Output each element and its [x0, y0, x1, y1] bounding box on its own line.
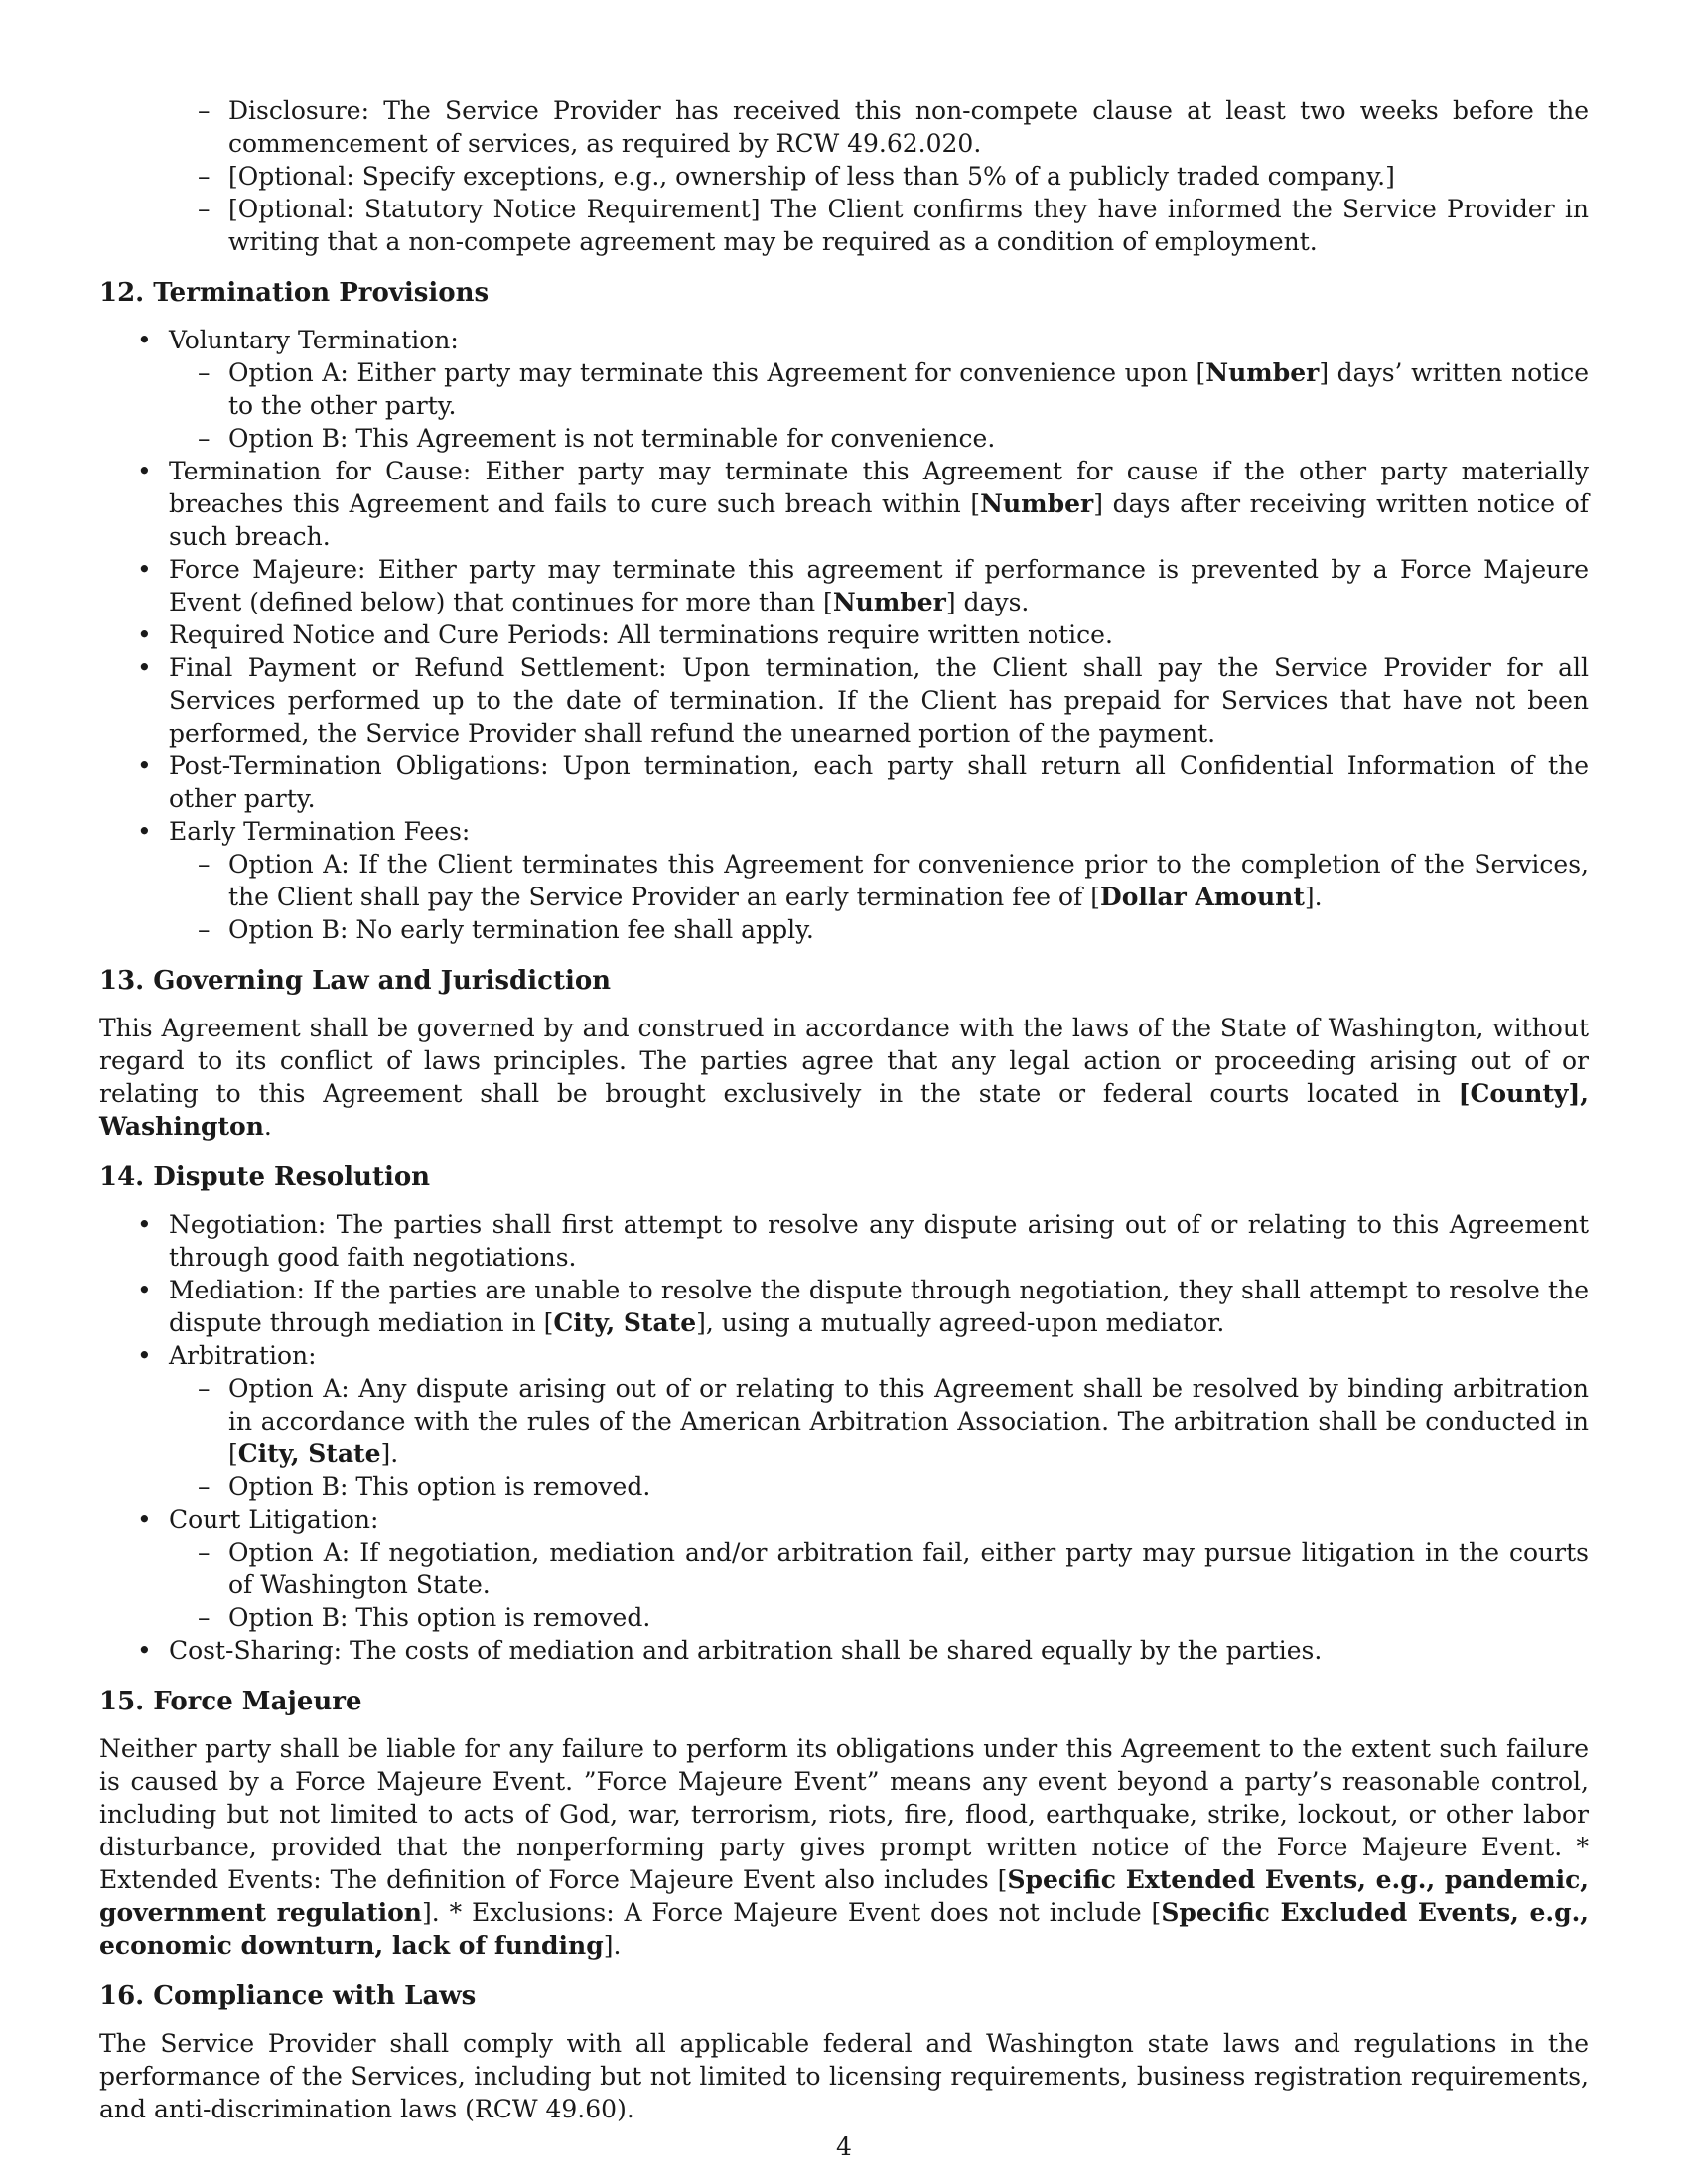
list-item: – Option A: If negotiation, mediation and/or arbitration fail, either party may pursue litigation in the courts of Washington State. — [169, 1536, 1589, 1601]
item-text: Arbitration: — [169, 1341, 317, 1370]
list-item: – [Optional: Specify exceptions, e.g., ownership of less than 5% of a publicly traded company.] — [99, 160, 1589, 193]
list-item: • Mediation: If the parties are unable to resolve the dispute through negotiation, they shall attempt to resolve the dispute through mediation in [City, State], using a mutually agreed-upon mediator. — [99, 1274, 1589, 1339]
list-item: • Post-Termination Obligations: Upon termination, each party shall return all Confidential Information of the other party. — [99, 750, 1589, 815]
list-item: • Cost-Sharing: The costs of mediation and arbitration shall be shared equally by the parties. — [99, 1634, 1589, 1667]
list-item: • Final Payment or Refund Settlement: Upon termination, the Client shall pay the Service Provider for all Services performed up to the date of termination. If the Client has prepaid for Services that have not been performed, the Service Provider shall refund the unearned portion of the payment. — [99, 651, 1589, 750]
paragraph: This Agreement shall be governed by and construed in accordance with the laws of the State of Washington, without regard to its conflict of laws principles. The parties agree that any legal action or proceeding arising out of or relating to this Agreement shall be brought exclusively in the state or federal courts located in [County], Washington. — [99, 1014, 1589, 1141]
placeholder-field: [County], Washington — [99, 1079, 1589, 1141]
document-page — [99, 94, 1589, 2125]
item-text: Voluntary Termination: — [169, 326, 459, 354]
list-item: – Option B: This Agreement is not terminable for convenience. — [169, 422, 1589, 455]
list-item: • Force Majeure: Either party may terminate this agreement if performance is prevented by a Force Majeure Event (defined below) that continues for more than [Number] days. — [99, 553, 1589, 618]
section-11-tail-list — [99, 94, 1589, 258]
placeholder-field: Specific Extended Events, e.g., pandemic, government regulation — [99, 1865, 1589, 1927]
dispute-list — [99, 1208, 1589, 1667]
section-heading: 12. Termination Provisions — [99, 278, 490, 308]
section-heading: 14. Dispute Resolution — [99, 1162, 431, 1192]
placeholder-field: Number — [1205, 358, 1320, 387]
list-item: – Option A: If the Client terminates this Agreement for convenience prior to the completion of the Services, the Client shall pay the Service Provider an early termination fee of [Dollar Amount]. — [169, 848, 1589, 913]
placeholder-field: City, State — [553, 1308, 697, 1337]
section-heading: 13. Governing Law and Jurisdiction — [99, 966, 612, 996]
list-item: – Disclosure: The Service Provider has received this non-compete clause at least two weeks before the commencement of services, as required by RCW 49.62.020. — [99, 94, 1589, 160]
placeholder-field: Dollar Amount — [1100, 883, 1305, 911]
termination-list — [99, 324, 1589, 946]
list-item: – Option A: Either party may terminate this Agreement for convenience upon [Number] days’ written notice to the other party. — [169, 356, 1589, 422]
list-item: • Termination for Cause: Either party may terminate this Agreement for cause if the other party materially breaches this Agreement and fails to cure such breach within [Number] days after receiving written notice of such breach. — [99, 455, 1589, 553]
placeholder-field: Number — [832, 588, 946, 616]
paragraph: The Service Provider shall comply with all applicable federal and Washington state laws and regulations in the performance of the Services, including but not limited to licensing requirements, business registration requirements, and anti-discrimination laws (RCW 49.60). — [99, 2029, 1589, 2123]
list-item: – Option B: This option is removed. — [169, 1601, 1589, 1634]
section-heading: 15. Force Majeure — [99, 1687, 362, 1716]
item-text: Early Termination Fees: — [169, 817, 471, 846]
paragraph: Neither party shall be liable for any failure to perform its obligations under this Agreement to the extent such failure is caused by a Force Majeure Event. ”Force Majeure Event” means any event beyond a party’s reasonable control, including but not limited to acts of God, war, terrorism, riots, fire, flood, earthquake, strike, lockout, or other labor disturbance, provided that the nonperforming party gives prompt written notice of the Force Majeure Event. * Extended Events: The definition of Force Majeure Event also includes [Specific Extended Events, e.g., pandemic, government regulation]. * Exclusions: A Force Majeure Event does not include [Specific Excluded Events, e.g., economic downturn, lack of funding]. — [99, 1734, 1590, 1960]
list-item: – [Optional: Statutory Notice Requirement] The Client confirms they have informed the Service Provider in writing that a non-compete agreement may be required as a condition of employment. — [99, 193, 1589, 258]
list-item — [99, 1339, 1589, 1503]
list-item: – Option B: No early termination fee shall apply. — [169, 913, 1589, 946]
list-item: • Required Notice and Cure Periods: All terminations require written notice. — [99, 618, 1589, 651]
list-item: – Option A: Any dispute arising out of or relating to this Agreement shall be resolved by binding arbitration in accordance with the rules of the American Arbitration Association. The arbitration shall be conducted in [City, State]. — [169, 1372, 1589, 1470]
list-item: • Negotiation: The parties shall first attempt to resolve any dispute arising out of or relating to this Agreement through good faith negotiations. — [99, 1208, 1589, 1274]
placeholder-field: Number — [980, 489, 1094, 518]
placeholder-field: City, State — [237, 1439, 381, 1468]
item-text: Court Litigation: — [169, 1505, 379, 1534]
list-item — [99, 324, 1589, 455]
list-item — [99, 1503, 1589, 1634]
placeholder-field: Specific Excluded Events, e.g., economic downturn, lack of funding — [99, 1898, 1590, 1960]
list-item — [99, 815, 1589, 946]
list-item: – Option B: This option is removed. — [169, 1470, 1589, 1503]
page-number: 4 — [836, 2132, 852, 2161]
section-heading: 16. Compliance with Laws — [99, 1981, 477, 2011]
